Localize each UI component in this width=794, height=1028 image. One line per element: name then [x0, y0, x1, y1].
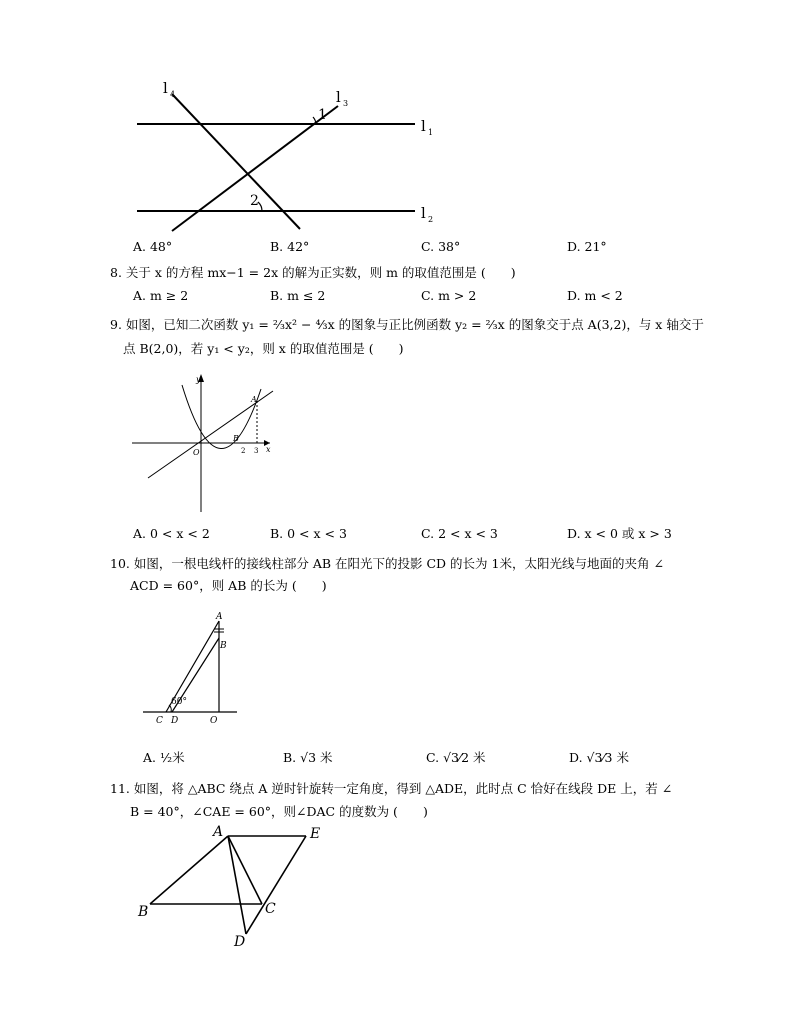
- label-l2: l: [421, 204, 426, 222]
- q8-option-d: D. m < 2: [567, 288, 623, 303]
- label-point-o: O: [210, 716, 218, 726]
- label-point-a: A: [213, 824, 224, 840]
- q9-option-d: D. x < 0 或 x > 3: [567, 526, 672, 541]
- q9-stem-line1: 9. 如图，已知二次函数 y₁ = ⅔x² − ⁴⁄₃x 的图象与正比例函数 y₂ = ⅔x 的图象交于点 A(3,2)，与 x 轴交于: [110, 317, 704, 332]
- label-l4: l: [163, 79, 168, 97]
- label-l2-sub: 2: [428, 215, 434, 224]
- q11-stem-line2: B = 40°，∠CAE = 60°，则∠DAC 的度数为 ( ): [130, 804, 428, 819]
- label-origin: O: [193, 448, 200, 457]
- q9-option-b: B. 0 < x < 3: [270, 526, 347, 541]
- tick-label-3: 3: [254, 447, 259, 455]
- q7-option-c: C. 38°: [421, 239, 461, 254]
- q11-stem-line1: 11. 如图，将 △ABC 绕点 A 逆时针旋转一定角度，得到 △ADE，此时点 C 恰好在线段 DE 上，若 ∠: [110, 781, 673, 796]
- q10-option-a: A. ½米: [143, 750, 185, 765]
- label-l1: l: [421, 117, 426, 135]
- label-l1-sub: 1: [428, 128, 434, 137]
- q9-option-c: C. 2 < x < 3: [421, 526, 498, 541]
- q9-stem-line2: 点 B(2,0)，若 y₁ < y₂，则 x 的取值范围是 ( ): [123, 341, 404, 356]
- label-point-b: B: [138, 904, 149, 920]
- label-point-a: A: [251, 395, 257, 404]
- label-point-b: B: [220, 641, 227, 651]
- q9-option-a: A. 0 < x < 2: [133, 526, 210, 541]
- q7-option-a: A. 48°: [133, 239, 173, 254]
- label-point-c: C: [156, 716, 163, 726]
- label-angle-2: 2: [250, 193, 259, 209]
- segment-ed: [246, 836, 306, 934]
- q10-stem-line2: ACD = 60°，则 AB 的长为 ( ): [130, 578, 327, 593]
- q10-stem-line1: 10. 如图，一根电线杆的接线柱部分 AB 在阳光下的投影 CD 的长为 1米，太阳光线与地面的夹角 ∠: [110, 556, 664, 571]
- q7-option-b: B. 42°: [270, 239, 310, 254]
- label-angle-1: 1: [318, 107, 327, 123]
- label-y: y: [196, 375, 201, 384]
- q8-option-b: B. m ≤ 2: [270, 288, 326, 303]
- label-point-c: C: [265, 901, 276, 917]
- q7-option-d: D. 21°: [567, 239, 607, 254]
- label-point-b: B: [233, 434, 239, 443]
- label-l3: l: [336, 88, 341, 106]
- label-point-d: D: [171, 716, 179, 726]
- label-point-d: D: [234, 934, 246, 950]
- q8-option-c: C. m > 2: [421, 288, 477, 303]
- label-l3-sub: 3: [343, 99, 349, 108]
- q10-option-b: B. √3 米: [283, 750, 333, 765]
- label-x: x: [266, 445, 271, 454]
- q8-option-a: A. m ≥ 2: [133, 288, 189, 303]
- q10-option-d: D. √3⁄3 米: [569, 750, 629, 765]
- q10-option-c: C. √3⁄2 米: [426, 750, 486, 765]
- label-point-e: E: [310, 826, 321, 842]
- segment-ac: [228, 836, 262, 904]
- segment-ab: [150, 836, 228, 904]
- label-angle-60: 60°: [171, 697, 187, 707]
- segment-ad: [228, 836, 246, 934]
- q8-stem: 8. 关于 x 的方程 mx−1 = 2x 的解为正实数，则 m 的取值范围是 ( ): [110, 265, 516, 280]
- tick-label-2: 2: [241, 447, 246, 455]
- label-l4-sub: 4: [170, 90, 176, 99]
- label-point-a: A: [216, 612, 223, 622]
